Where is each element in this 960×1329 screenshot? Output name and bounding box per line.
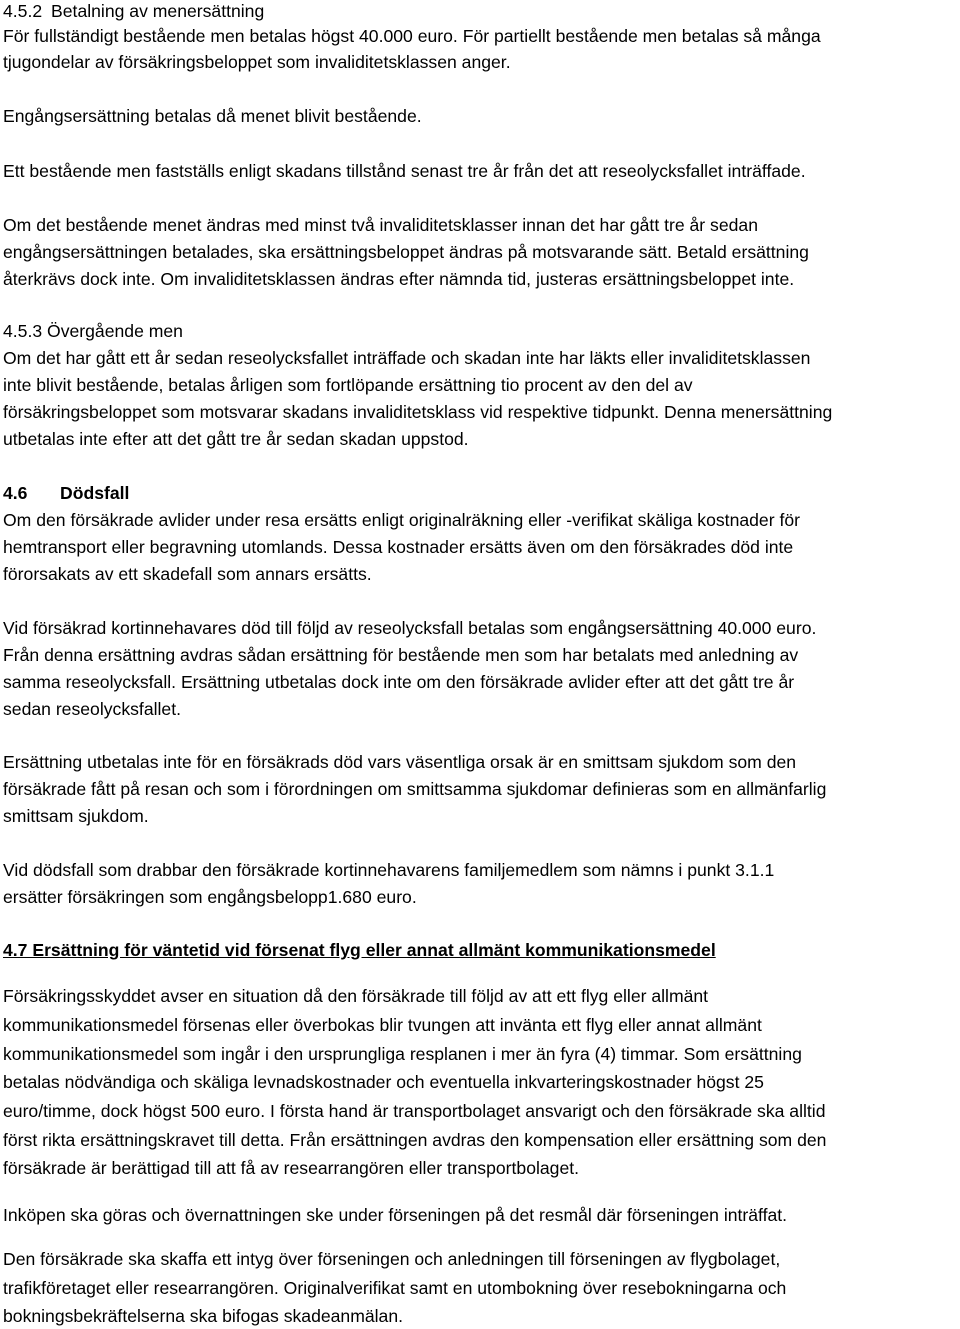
paragraph-line: försäkrade är berättigad till att få av researrangören eller transportbolaget. [3,1158,580,1178]
paragraph-line: bokningsbekräftelserna ska bifogas skadeanmälan. [3,1306,404,1326]
paragraph-line: euro/timme, dock högst 500 euro. I första hand är transportbolaget ansvarigt och den försäkrade ska alltid [3,1101,826,1121]
paragraph-line: återkrävs dock inte. Om invaliditetsklassen ändras efter nämnda tid, justeras ersättningsbeloppet inte. [3,269,795,289]
paragraph-line: Ersättning utbetalas inte för en försäkrads död vars väsentliga orsak är en smittsam sjukdom som den [3,752,797,772]
paragraph-line: kommunikationsmedel försenas eller överbokas blir tvungen att invänta ett flyg eller annat allmänt [3,1015,762,1035]
paragraph-line: För fullständigt bestående men betalas högst 40.000 euro. För partiellt bestående men betalas så många [3,26,821,46]
section-title: Betalning av menersättning [51,1,265,21]
paragraph-line: hemtransport eller begravning utomlands. Dessa kostnader ersätts även om den försäkrades död inte [3,537,794,557]
section-number: 4.5.2 [3,1,43,21]
section-heading-4-5-3: 4.5.3 Övergående men [3,321,183,341]
paragraph-line: tjugondelar av försäkringsbeloppet som invaliditetsklassen anger. [3,52,511,72]
paragraph-line: sedan reseolycksfallet. [3,699,181,719]
paragraph-line: Inköpen ska göras och övernattningen ske under förseningen på det resmål där förseningen inträffat. [3,1205,788,1225]
paragraph-line: Om den försäkrade avlider under resa ersätts enligt originalräkning eller -verifikat skäliga kostnader för [3,510,800,530]
paragraph-line: utbetalas inte efter att det gått tre år sedan skadan uppstod. [3,429,469,449]
section-title: Dödsfall [60,483,130,503]
paragraph-line: Vid försäkrad kortinnehavares död till följd av reseolycksfall betalas som engångsersättning 40.000 euro. [3,618,817,638]
paragraph-line: Om det har gått ett år sedan reseolycksfallet inträffade och skadan inte har läkts eller invaliditetsklassen [3,348,811,368]
paragraph-line: först rikta ersättningskravet till detta. Från ersättningen avdras den kompensation eller ersättning som den [3,1130,827,1150]
section-heading-4-7: 4.7 Ersättning för väntetid vid försenat flyg eller annat allmänt kommunikationsmedel [3,940,716,960]
paragraph-line: Engångsersättning betalas då menet blivit bestående. [3,106,422,126]
paragraph-line: försäkrade fått på resan och som i förordningen om smittsamma sjukdomar definieras som en allmänfarlig [3,779,827,799]
section-heading-4-5-2 [3,0,264,22]
section-number: 4.6 [3,483,28,503]
paragraph-line: inte blivit bestående, betalas årligen som fortlöpande ersättning tio procent av den del av [3,375,693,395]
paragraph-line: Om det bestående menet ändras med minst två invaliditetsklasser innan det har gått tre år sedan [3,215,758,235]
paragraph-line: trafikföretaget eller researrangören. Originalverifikat samt en utombokning över resebokningarna och [3,1278,787,1298]
paragraph-line: Vid dödsfall som drabbar den försäkrade kortinnehavarens familjemedlem som nämns i punkt 3.1.1 [3,860,775,880]
paragraph-line: förorsakats av ett skadefall som annars ersätts. [3,564,372,584]
paragraph-line: betalas nödvändiga och skäliga levnadskostnader och eventuella inkvarteringskostnader högst 25 [3,1072,764,1092]
paragraph-line: Försäkringsskyddet avser en situation då den försäkrade till följd av att ett flyg eller allmänt [3,986,709,1006]
paragraph-line: försäkringsbeloppet som motsvarar skadans invaliditetsklass vid respektive tidpunkt. Denna menersättning [3,402,833,422]
paragraph-line: smittsam sjukdom. [3,806,149,826]
paragraph-line: ersätter försäkringen som engångsbelopp1.680 euro. [3,887,417,907]
paragraph-line: Den försäkrade ska skaffa ett intyg över förseningen och anledningen till förseningen av flygbolaget, [3,1249,781,1269]
paragraph-line: Ett bestående men fastställs enligt skadans tillstånd senast tre år från det att reseolycksfallet inträffade. [3,161,806,181]
paragraph-line: engångsersättningen betalades, ska ersättningsbeloppet ändras på motsvarande sätt. Betald ersättning [3,242,809,262]
paragraph-line: samma reseolycksfall. Ersättning utbetalas dock inte om den försäkrade avlider efter att det gått tre år [3,672,795,692]
section-heading-4-6 [3,482,129,504]
paragraph-line: kommunikationsmedel som ingår i den ursprungliga resplanen i mer än fyra (4) timmar. Som ersättning [3,1044,802,1064]
paragraph-line: Från denna ersättning avdras sådan ersättning för bestående men som har betalats med anledning av [3,645,799,665]
